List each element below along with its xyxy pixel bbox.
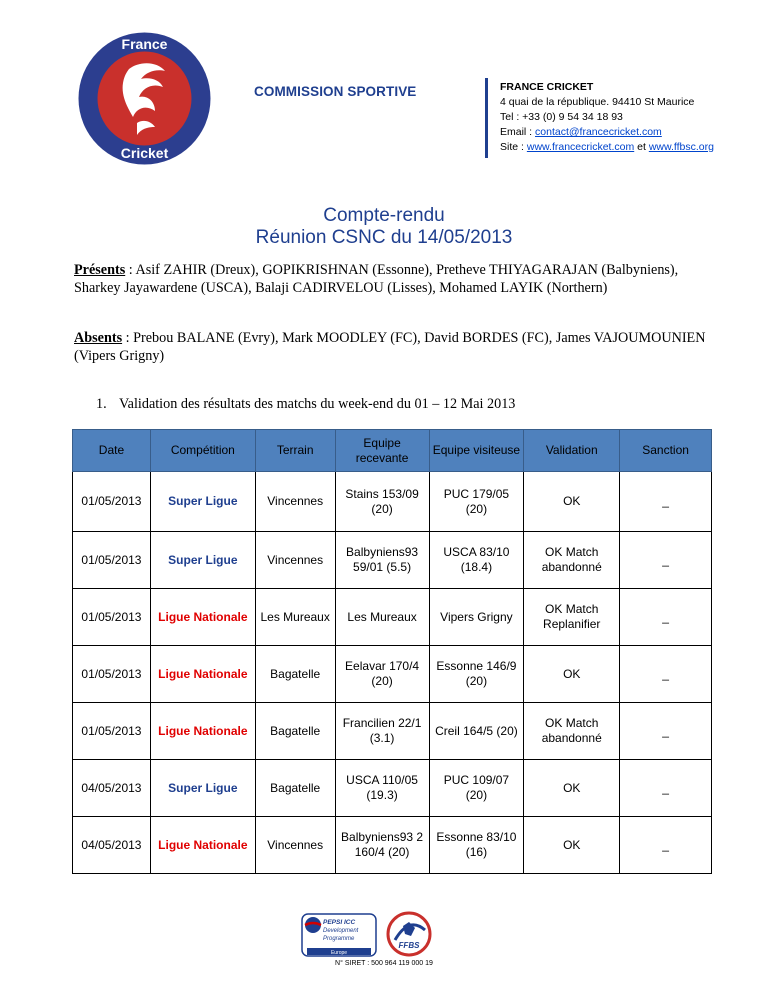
pepsi-icc-logo — [301, 913, 377, 957]
org-tel: Tel : +33 (0) 9 54 34 18 93 — [500, 111, 623, 123]
cell-terrain: Vincennes — [255, 817, 335, 874]
cell-terrain: Bagatelle — [255, 760, 335, 817]
cell-validation: OK Match Replanifier — [524, 589, 620, 646]
cell-visiteuse: USCA 83/10 (18.4) — [429, 532, 524, 589]
commission-heading: COMMISSION SPORTIVE — [254, 84, 417, 99]
agenda-item-number: 1. — [96, 396, 107, 412]
cell-competition: Ligue Nationale — [150, 817, 255, 874]
header-equipe-recevante: Equipe recevante — [335, 430, 429, 472]
cell-recevante: Les Mureaux — [335, 589, 429, 646]
table-row — [73, 646, 712, 703]
org-block — [500, 80, 714, 155]
logo-text-bottom: Cricket — [120, 145, 169, 161]
org-site-link-1[interactable]: www.francecricket.com — [526, 141, 635, 153]
cell-competition: Ligue Nationale — [150, 703, 255, 760]
title-line-2: Réunion CSNC du 14/05/2013 — [255, 227, 513, 248]
cell-recevante: Francilien 22/1 (3.1) — [335, 703, 429, 760]
cell-sanction: _ — [620, 817, 712, 874]
cell-terrain: Bagatelle — [255, 703, 335, 760]
absents-paragraph — [74, 330, 714, 365]
table-row — [73, 589, 712, 646]
cell-sanction: _ — [620, 532, 712, 589]
pepsi-line-1: PEPSI ICC — [323, 919, 356, 926]
presents-paragraph — [74, 262, 714, 297]
cell-visiteuse: Essonne 83/10 (16) — [429, 817, 524, 874]
cell-visiteuse: Vipers Grigny — [429, 589, 524, 646]
cell-terrain: Les Mureaux — [255, 589, 335, 646]
cell-sanction: _ — [620, 472, 712, 532]
header-equipe-visiteuse: Equipe visiteuse — [429, 430, 524, 472]
cell-date: 04/05/2013 — [73, 817, 151, 874]
ffbs-text: FFBS — [398, 941, 420, 950]
cell-visiteuse: Creil 164/5 (20) — [429, 703, 524, 760]
cell-recevante: Balbyniens93 2 160/4 (20) — [335, 817, 429, 874]
agenda-item-1 — [96, 396, 515, 413]
org-site-label: Site : — [500, 141, 527, 153]
presents-text: : Asif ZAHIR (Dreux), GOPIKRISHNAN (Essonne), Pretheve THIYAGARAJAN (Balbyniens), Sharkey Jayawardene (USCA), Balaji CADIRVELOU (Lisses), Mohamed LAYIK (Northern) — [74, 262, 679, 296]
cell-validation: OK — [524, 817, 620, 874]
absents-text: : Prebou BALANE (Evry), Mark MOODLEY (FC), David BORDES (FC), James VAJOUMOUNIEN (Vipers Grigny) — [74, 330, 706, 364]
cell-date: 01/05/2013 — [73, 589, 151, 646]
cell-recevante: Balbyniens93 59/01 (5.5) — [335, 532, 429, 589]
cell-date: 04/05/2013 — [73, 760, 151, 817]
cell-validation: OK Match abandonné — [524, 703, 620, 760]
agenda-item-text: Validation des résultats des matchs du week-end du 01 – 12 Mai 2013 — [119, 396, 516, 412]
table-header-row — [73, 430, 712, 472]
header-validation: Validation — [524, 430, 620, 472]
pepsi-line-2: Development — [323, 928, 359, 934]
cell-recevante: USCA 110/05 (19.3) — [335, 760, 429, 817]
presents-label: Présents — [74, 262, 126, 278]
cell-date: 01/05/2013 — [73, 646, 151, 703]
header-sanction: Sanction — [620, 430, 712, 472]
cell-competition: Ligue Nationale — [150, 646, 255, 703]
header-divider — [485, 78, 488, 158]
cell-sanction: _ — [620, 646, 712, 703]
pepsi-line-4: Europe — [330, 950, 348, 956]
cell-sanction: _ — [620, 589, 712, 646]
cell-competition: Ligue Nationale — [150, 589, 255, 646]
table-row — [73, 817, 712, 874]
cell-visiteuse: PUC 179/05 (20) — [429, 472, 524, 532]
org-name: FRANCE CRICKET — [500, 81, 594, 93]
cell-date: 01/05/2013 — [73, 472, 151, 532]
header-date: Date — [73, 430, 151, 472]
cell-terrain: Vincennes — [255, 532, 335, 589]
org-address: 4 quai de la république. 94410 St Maurice — [500, 96, 695, 108]
org-site-link-2[interactable]: www.ffbsc.org — [648, 141, 714, 153]
org-site-sep: et — [634, 141, 649, 153]
org-email-row — [500, 125, 714, 140]
cell-recevante: Eelavar 170/4 (20) — [335, 646, 429, 703]
cell-validation: OK Match abandonné — [524, 532, 620, 589]
table-row — [73, 532, 712, 589]
table-row — [73, 760, 712, 817]
header-competition: Compétition — [150, 430, 255, 472]
cell-sanction: _ — [620, 760, 712, 817]
cell-competition: Super Ligue — [150, 532, 255, 589]
cell-validation: OK — [524, 646, 620, 703]
siret-number: N° SIRET : 500 964 119 000 19 — [335, 960, 433, 967]
pepsi-line-3: Programme — [323, 936, 355, 942]
france-cricket-logo — [77, 31, 212, 166]
absents-label: Absents — [74, 330, 123, 346]
org-email-label: Email : — [500, 126, 536, 138]
cell-date: 01/05/2013 — [73, 703, 151, 760]
results-table — [72, 429, 712, 874]
logo-text-top: France — [121, 36, 168, 52]
cell-date: 01/05/2013 — [73, 532, 151, 589]
table-row — [73, 472, 712, 532]
ffbs-logo — [385, 910, 433, 958]
title-line-1: Compte-rendu — [323, 205, 445, 226]
cell-recevante: Stains 153/09 (20) — [335, 472, 429, 532]
cell-validation: OK — [524, 760, 620, 817]
cell-competition: Super Ligue — [150, 760, 255, 817]
cell-visiteuse: PUC 109/07 (20) — [429, 760, 524, 817]
cell-terrain: Vincennes — [255, 472, 335, 532]
cell-terrain: Bagatelle — [255, 646, 335, 703]
cell-visiteuse: Essonne 146/9 (20) — [429, 646, 524, 703]
cell-validation: OK — [524, 472, 620, 532]
cell-sanction: _ — [620, 703, 712, 760]
org-email-link[interactable]: contact@francecricket.com — [535, 126, 662, 138]
table-row — [73, 703, 712, 760]
header-terrain: Terrain — [255, 430, 335, 472]
cell-competition: Super Ligue — [150, 472, 255, 532]
document-title — [0, 205, 768, 249]
org-site-row — [500, 140, 714, 155]
